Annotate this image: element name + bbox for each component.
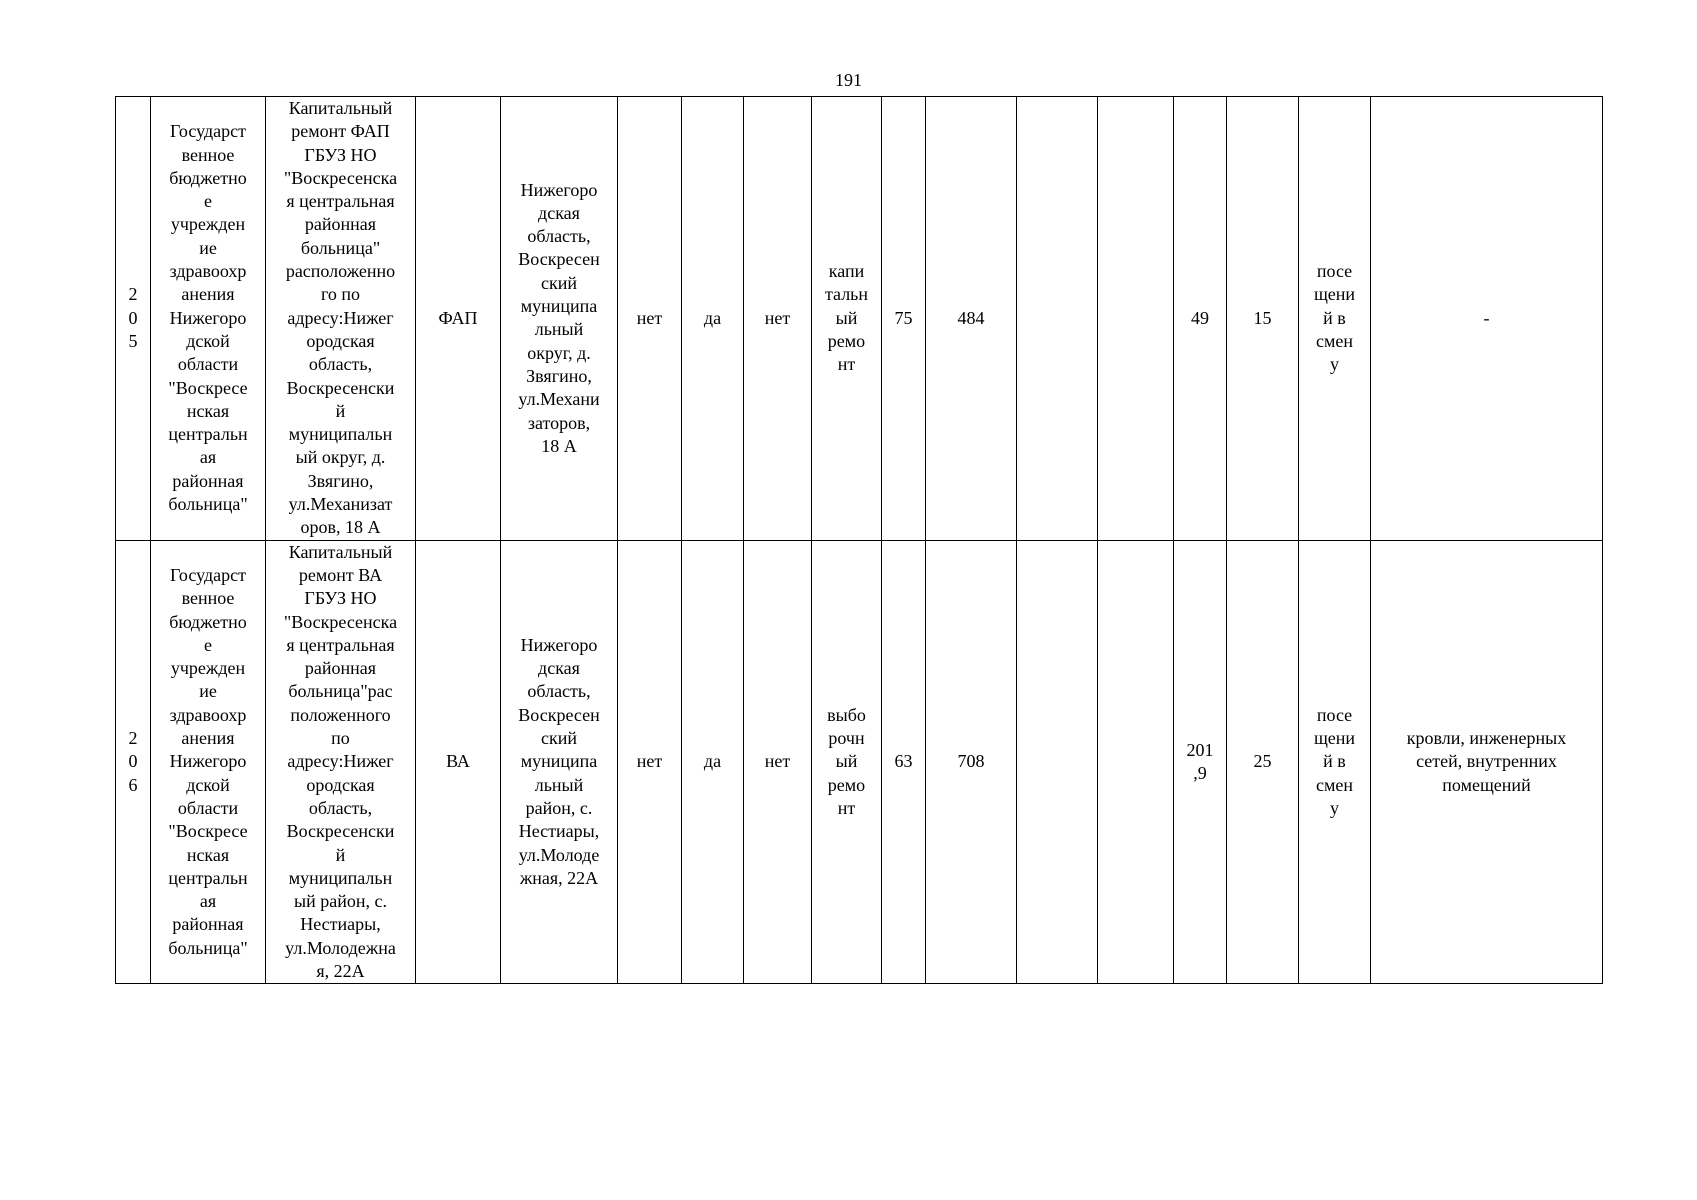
table-row — [116, 540, 1603, 984]
value-cell-11: 484 — [926, 97, 1017, 541]
organization-cell: Государст венное бюджетно е учрежден ие здравоохр анения Нижегоро дской области "Воскресе нская центральн ая районная больница" — [151, 97, 266, 541]
row-number-cell: 2 0 5 — [116, 97, 151, 541]
row-number-cell: 2 0 6 — [116, 540, 151, 984]
object-table — [115, 96, 1603, 984]
flag-cell-2: да — [682, 540, 744, 984]
flag-cell-1: нет — [618, 540, 682, 984]
value-cell-14: 49 — [1174, 97, 1227, 541]
flag-cell-1: нет — [618, 97, 682, 541]
value-cell-15: 25 — [1227, 540, 1299, 984]
value-cell-12 — [1017, 97, 1098, 541]
flag-cell-3: нет — [744, 540, 812, 984]
value-cell-12 — [1017, 540, 1098, 984]
value-cell-15: 15 — [1227, 97, 1299, 541]
unit-cell: посе щени й в смен у — [1299, 540, 1371, 984]
address-cell: Нижегоро дская область, Воскресен ский муниципа льный район, с. Нестиары, ул.Молоде жная, 22А — [501, 540, 618, 984]
value-cell-10: 63 — [882, 540, 926, 984]
table-row — [116, 97, 1603, 541]
value-cell-11: 708 — [926, 540, 1017, 984]
value-cell-13 — [1098, 97, 1174, 541]
value-cell-14: 201 ,9 — [1174, 540, 1227, 984]
object-type-cell: ФАП — [416, 97, 501, 541]
object-type-cell: ВА — [416, 540, 501, 984]
value-cell-13 — [1098, 540, 1174, 984]
notes-cell: кровли, инженерных сетей, внутренних помещений — [1371, 540, 1603, 984]
repair-type-cell: выбо рочн ый ремо нт — [812, 540, 882, 984]
work-description-cell: Капитальный ремонт ФАП ГБУЗ НО "Воскресенска я центральная районная больница" расположенно го по адресу:Нижег ородская область, Воскресенски й муниципальн ый округ, д. Звягино, ул.Механизат оров, 18 А — [266, 97, 416, 541]
notes-cell: - — [1371, 97, 1603, 541]
repair-type-cell: капи тальн ый ремо нт — [812, 97, 882, 541]
page-number: 191 — [835, 70, 862, 90]
work-description-cell: Капитальный ремонт ВА ГБУЗ НО "Воскресенска я центральная районная больница"рас положенного по адресу:Нижег ородская область, Воскресенски й муниципальн ый район, с. Нестиары, ул.Молодежна я, 22А — [266, 540, 416, 984]
flag-cell-2: да — [682, 97, 744, 541]
value-cell-10: 75 — [882, 97, 926, 541]
flag-cell-3: нет — [744, 97, 812, 541]
unit-cell: посе щени й в смен у — [1299, 97, 1371, 541]
organization-cell: Государст венное бюджетно е учрежден ие здравоохр анения Нижегоро дской области "Воскресе нская центральн ая районная больница" — [151, 540, 266, 984]
address-cell: Нижегоро дская область, Воскресен ский муниципа льный округ, д. Звягино, ул.Механи заторов, 18 А — [501, 97, 618, 541]
